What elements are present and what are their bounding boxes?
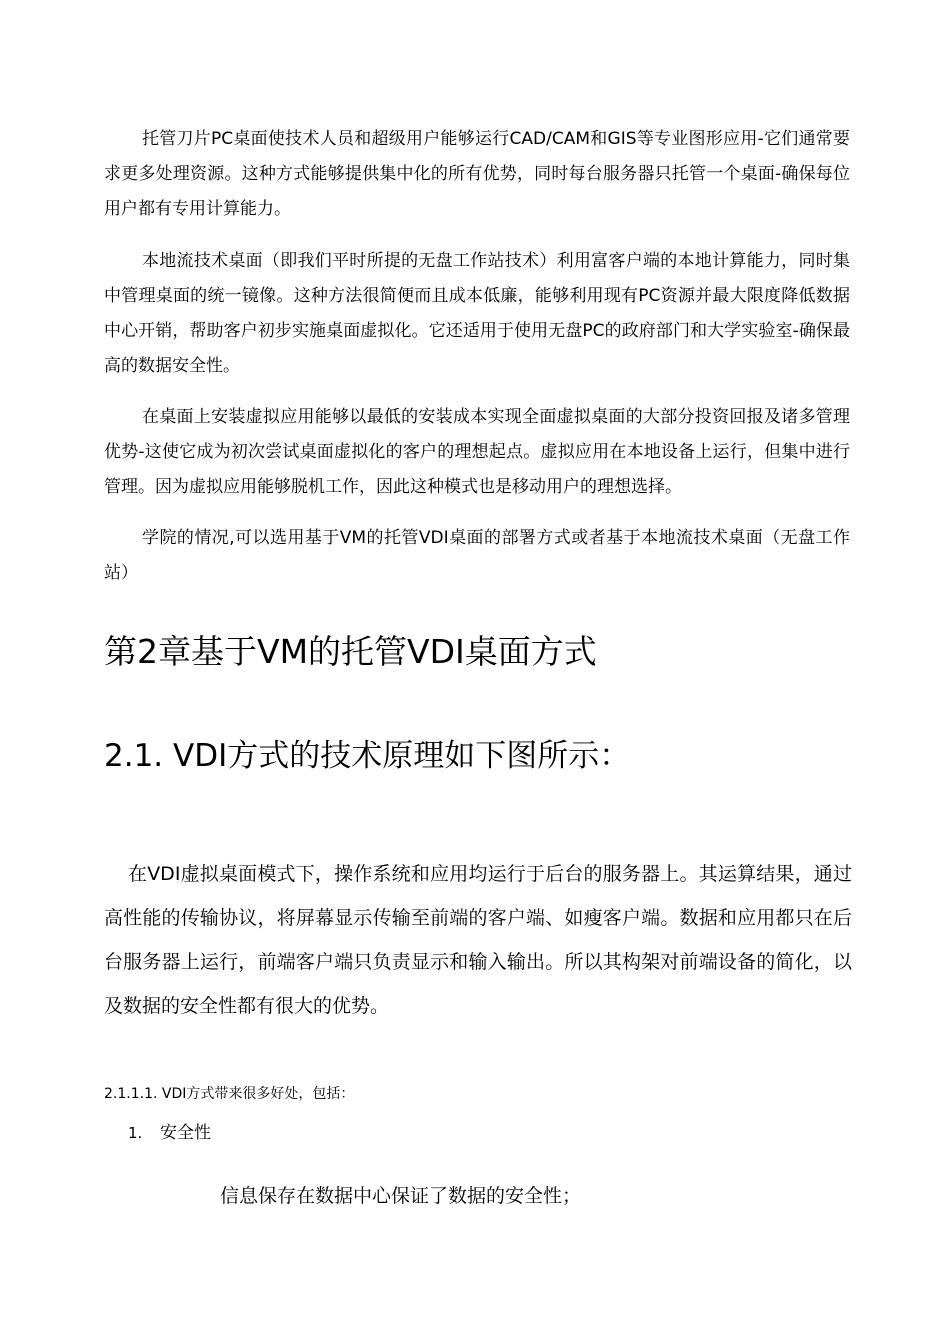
paragraph-virtual-apps: 在桌面上安装虚拟应用能够以最低的安装成本实现全面虚拟桌面的大部分投资回报及诸多管理优势-这使它成为初次尝试桌面虚拟化的客户的理想起点。虚拟应用在本地设备上运行，但集中进行管理。因为虚拟应用能够脱机工作，因此这种模式也是移动用户的理想选择。 <box>104 407 850 497</box>
subsection-heading: 2.1.1.1. VDI方式带来很多好处，包括： <box>104 1086 355 1102</box>
paragraph-vdi-mode: 在VDI虚拟桌面模式下，操作系统和应用均运行于后台的服务器上。其运算结果，通过高性能的传输协议，将屏幕显示传输至前端的客户端、如瘦客户端。数据和应用都只在后台服务器上运行，前端客户端只负责显示和输入输出。所以其构架对前端设备的简化，以及数据的安全性都有很大的优势。 <box>104 863 852 1017</box>
paragraph-college-situation: 学院的情况,可以选用基于VM的托管VDI桌面的部署方式或者基于本地流技术桌面（无盘工作站） <box>104 528 850 583</box>
list-item <box>128 1118 211 1148</box>
list-item-number: 1. <box>128 1124 143 1142</box>
section-heading: 2.1. VDI方式的技术原理如下图所示： <box>104 738 631 774</box>
chapter-heading: 第2章基于VM的托管VDI桌面方式 <box>104 632 597 671</box>
list-item-label: 安全性 <box>160 1123 211 1143</box>
paragraph-local-streaming: 本地流技术桌面（即我们平时所提的无盘工作站技术）利用富客户端的本地计算能力，同时集中管理桌面的统一镜像。这种方法很简便而且成本低廉，能够利用现有PC资源并最大限度降低数据中心开销，帮助客户初步实施桌面虚拟化。它还适用于使用无盘PC的政府部门和大学实验室-确保最高的数据安全性。 <box>104 251 850 376</box>
list-item-description: 信息保存在数据中心保证了数据的安全性； <box>220 1185 582 1207</box>
paragraph-hosted-blade-pc: 托管刀片PC桌面使技术人员和超级用户能够运行CAD/CAM和GIS等专业图形应用-它们通常要求更多处理资源。这种方式能够提供集中化的所有优势，同时每台服务器只托管一个桌面-确保每位用户都有专用计算能力。 <box>104 129 850 219</box>
